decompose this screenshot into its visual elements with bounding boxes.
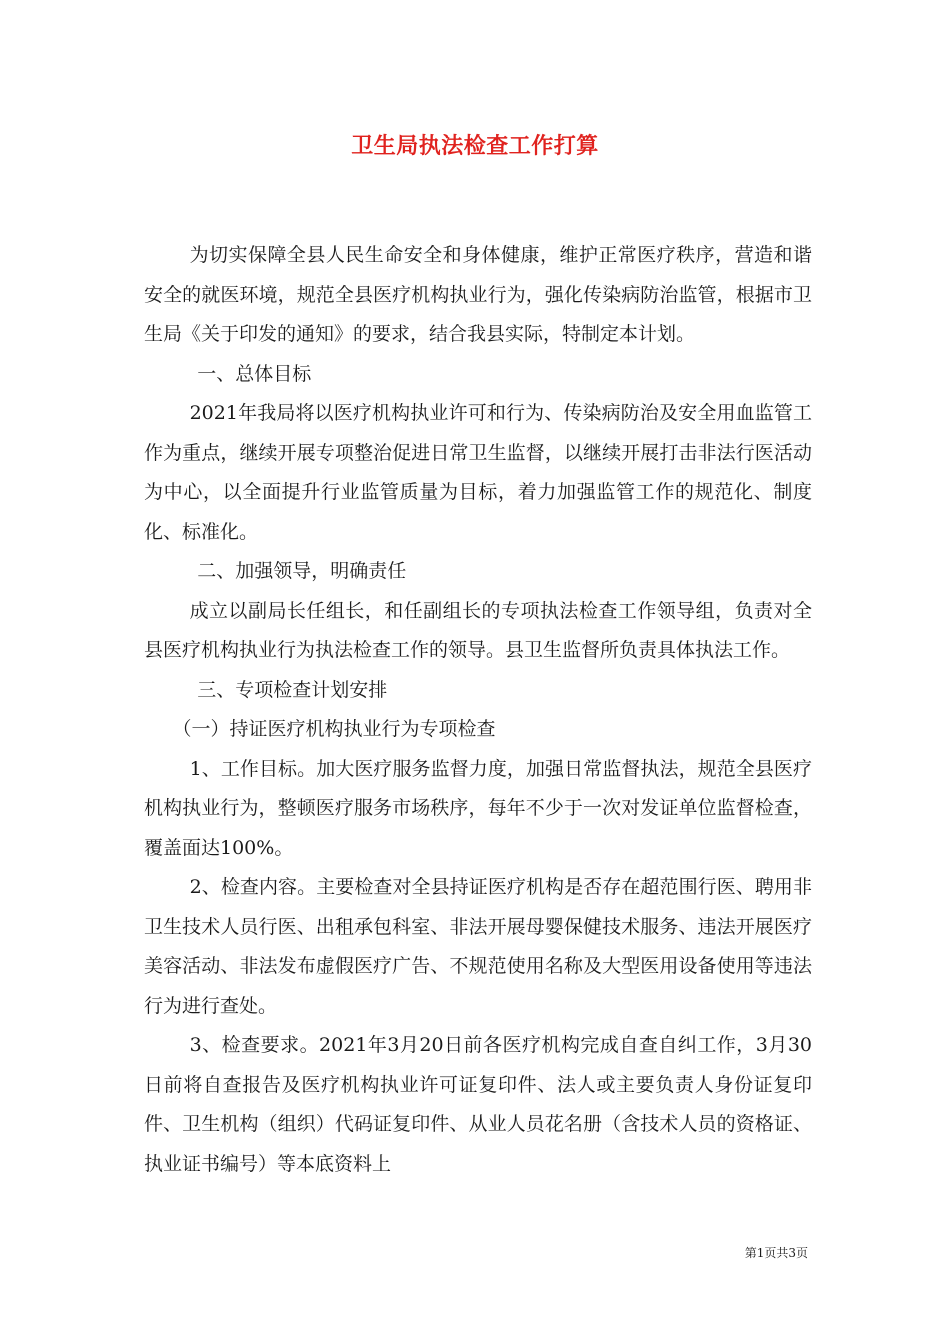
inspection-requirements-paragraph: 3、检查要求。2021年3月20日前各医疗机构完成自查自纠工作，3月30日前将自查报告及医疗机构执业许可证复印件、法人或主要负责人身份证复印件、卫生机构（组织）代码证复印件、从业人员花名册（含技术人员的资格证、执业证书编号）等本底资料上 [144, 1034, 812, 1175]
intro-paragraph: 为切实保障全县人民生命安全和身体健康，维护正常医疗秩序，营造和谐安全的就医环境，规范全县医疗机构执业行为，强化传染病防治监管，根据市卫生局《关于印发的通知》的要求，结合我县实际，特制定本计划。 [144, 244, 812, 345]
section-heading-leadership: 二、加强领导，明确责任 [197, 560, 407, 582]
document-body [144, 236, 812, 1184]
page-number-footer: 第1页共3页 [744, 1246, 808, 1260]
section-heading-overall-goal: 一、总体目标 [197, 362, 312, 385]
section-heading-inspection-plan: 三、专项检查计划安排 [197, 678, 388, 701]
subsection-heading-licensed-institutions: （一）持证医疗机构执业行为专项检查 [172, 718, 496, 740]
inspection-content-paragraph: 2、检查内容。主要检查对全县持证医疗机构是否存在超范围行医、聘用非卫生技术人员行医、出租承包科室、非法开展母婴保健技术服务、违法开展医疗美容活动、非法发布虚假医疗广告、不规范使用名称及大型医用设备使用等违法行为进行查处。 [144, 876, 812, 1017]
leadership-paragraph: 成立以副局长任组长，和任副组长的专项执法检查工作领导组，负责对全县医疗机构执业行为执法检查工作的领导。县卫生监督所负责具体执法工作。 [144, 599, 812, 661]
document-title: 卫生局执法检查工作打算 [351, 134, 599, 159]
overall-goal-paragraph: 2021年我局将以医疗机构执业许可和行为、传染病防治及安全用血监管工作为重点，继续开展专项整治促进日常卫生监督，以继续开展打击非法行医活动为中心，以全面提升行业监管质量为目标，着力加强监管工作的规范化、制度化、标准化。 [144, 402, 812, 543]
work-goal-paragraph: 1、工作目标。加大医疗服务监督力度，加强日常监督执法，规范全县医疗机构执业行为，整顿医疗服务市场秩序，每年不少于一次对发证单位监督检查，覆盖面达100%。 [144, 757, 812, 859]
